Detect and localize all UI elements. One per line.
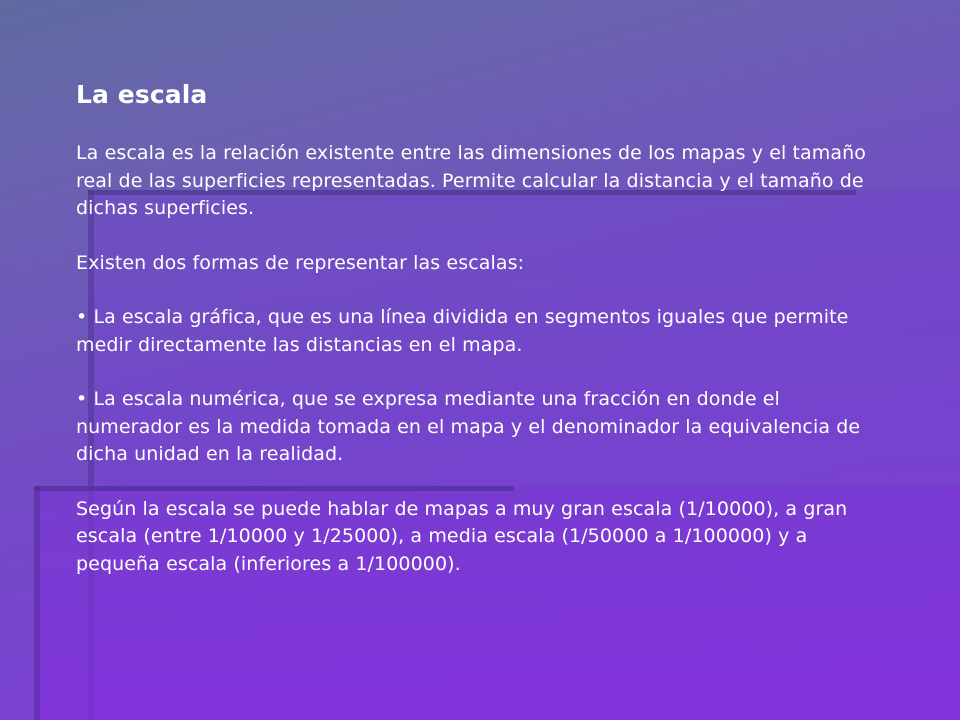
paragraph-intro-types: Existen dos formas de representar las escalas: [76,251,525,274]
background-panel-lower-side [34,486,40,720]
paragraph-definition: La escala es la relación existente entre las dimensiones de los mapas y el tamaño real de las superficies representadas. Permite calcular la distancia y el tamaño de dichas superficies. [76,142,867,219]
bullet-graphic-scale: • La escala gráfica, que es una línea dividida en segmentos iguales que permite medir directamente las distancias en el mapa. [76,306,849,356]
slide-content [76,78,876,578]
slide-title: La escala [76,80,208,109]
bullet-numeric-scale: • La escala numérica, que se expresa mediante una fracción en donde el numerador es la medida tomada en el mapa y el denominador la equivalencia de dicha unidad en la realidad. [76,388,861,465]
paragraph-scale-classification: Según la escala se puede hablar de mapas a muy gran escala (1/10000), a gran escala (entre 1/10000 y 1/25000), a media escala (1/50000 a 1/100000) y a pequeña escala (inferiores a 1/100000). [76,497,848,575]
